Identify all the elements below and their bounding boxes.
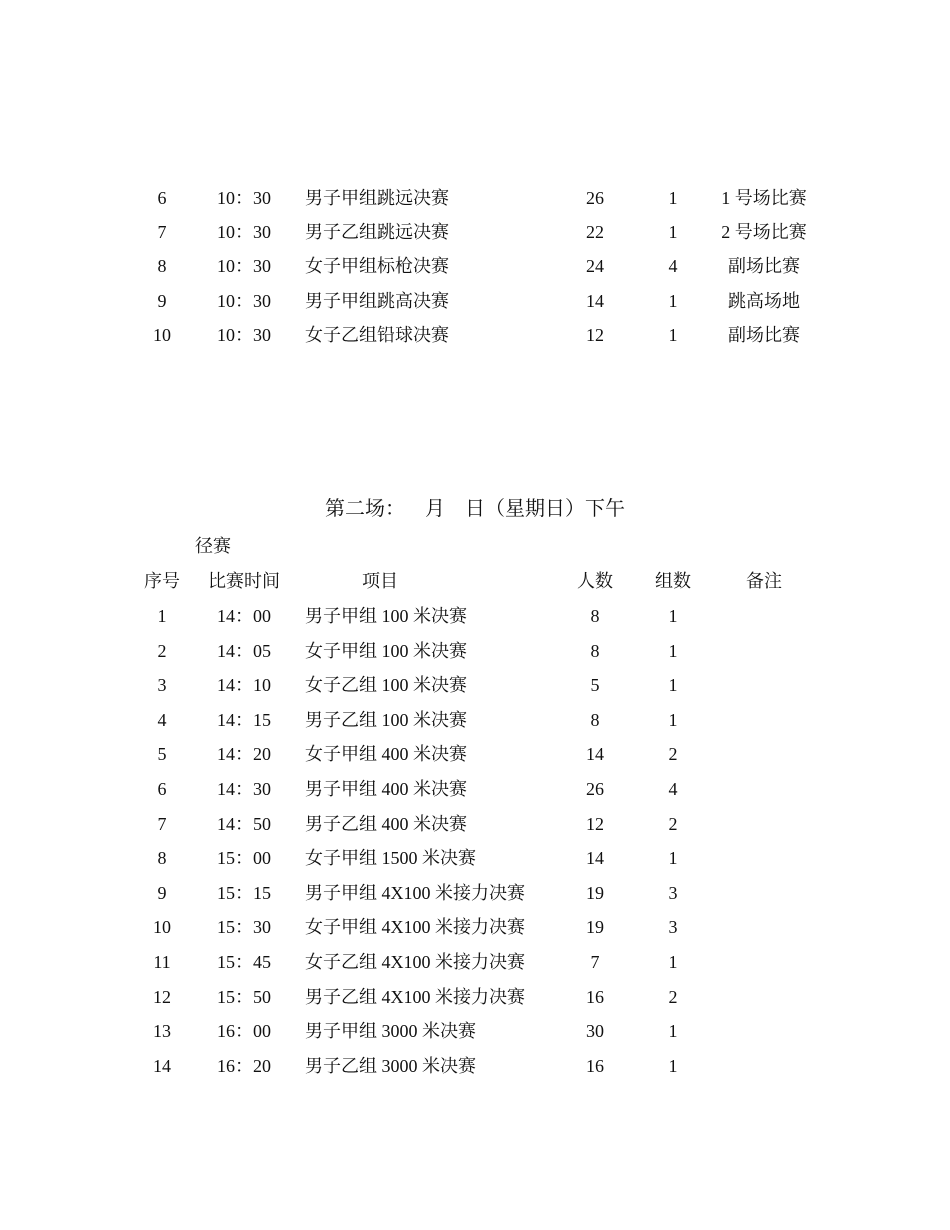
cell-note: 跳高场地	[728, 290, 800, 311]
cell-note	[714, 880, 814, 906]
cell-time: 14：30	[217, 779, 271, 799]
cell-note: 副场比赛	[728, 256, 800, 277]
cell-time: 14：05	[217, 640, 271, 661]
cell-groups: 4	[668, 256, 678, 277]
cell-no: 6	[157, 779, 167, 799]
cell-no: 9	[157, 290, 167, 311]
cell-time: 10：30	[217, 222, 271, 243]
cell-note	[714, 603, 814, 629]
table-row	[0, 984, 950, 1010]
cell-count: 22	[586, 222, 604, 243]
cell-count: 19	[586, 882, 604, 903]
cell-count: 12	[586, 813, 604, 834]
category-label: 径赛	[195, 536, 231, 556]
cell-time: 15：45	[217, 952, 271, 972]
cell-event: 女子甲组 400 米决赛	[305, 744, 467, 765]
cell-groups: 1	[668, 290, 678, 311]
table-row	[0, 603, 950, 629]
session-title: 第二场： 月 日（星期日）下午	[325, 498, 625, 520]
cell-note	[714, 1053, 814, 1079]
cell-no: 7	[157, 813, 167, 834]
cell-no: 8	[157, 256, 167, 277]
cell-count: 26	[586, 188, 604, 208]
cell-event: 男子甲组 4X100 米接力决赛	[305, 882, 525, 903]
cell-note	[714, 741, 814, 767]
cell-time: 10：30	[217, 256, 271, 277]
cell-count: 8	[590, 709, 600, 730]
cell-groups: 1	[668, 606, 678, 626]
cell-count: 16	[586, 1055, 604, 1076]
cell-groups: 3	[668, 882, 678, 903]
table-row	[0, 880, 950, 906]
cell-no: 8	[157, 848, 167, 869]
table-row	[0, 1053, 950, 1079]
cell-time: 10：30	[217, 188, 271, 208]
cell-no: 3	[157, 675, 167, 696]
cell-no: 2	[157, 640, 167, 661]
table-row	[0, 949, 950, 975]
table-row	[0, 185, 950, 211]
cell-note	[714, 984, 814, 1010]
cell-no: 10	[153, 324, 171, 345]
cell-count: 14	[586, 744, 604, 765]
cell-groups: 4	[668, 779, 678, 799]
cell-groups: 1	[668, 1021, 678, 1042]
cell-groups: 1	[668, 188, 678, 208]
cell-count: 30	[586, 1021, 604, 1042]
cell-time: 14：20	[217, 744, 271, 765]
cell-time: 10：30	[217, 290, 271, 311]
cell-time: 10：30	[217, 324, 271, 345]
cell-groups: 1	[668, 1055, 678, 1076]
cell-event: 女子甲组 4X100 米接力决赛	[305, 917, 525, 938]
header-event: 项目	[362, 571, 398, 591]
cell-event: 女子甲组 100 米决赛	[305, 640, 467, 661]
cell-no: 1	[157, 606, 167, 626]
cell-groups: 1	[668, 640, 678, 661]
cell-note: 1 号场比赛	[721, 188, 807, 208]
cell-event: 男子甲组 3000 米决赛	[305, 1021, 476, 1042]
cell-no: 6	[157, 188, 167, 208]
cell-event: 男子乙组跳远决赛	[305, 222, 449, 243]
cell-count: 8	[590, 606, 600, 626]
cell-event: 男子甲组跳高决赛	[305, 290, 449, 311]
cell-groups: 3	[668, 917, 678, 938]
cell-groups: 1	[668, 675, 678, 696]
cell-no: 14	[153, 1055, 171, 1076]
table-row	[0, 845, 950, 871]
cell-event: 男子甲组 100 米决赛	[305, 606, 467, 626]
header-note: 备注	[746, 571, 782, 591]
cell-time: 16：20	[217, 1055, 271, 1076]
table-row	[0, 776, 950, 802]
cell-note	[714, 707, 814, 733]
cell-note	[714, 949, 814, 975]
cell-event: 男子甲组跳远决赛	[305, 188, 449, 208]
cell-time: 14：50	[217, 813, 271, 834]
cell-no: 11	[153, 952, 171, 972]
cell-event: 男子乙组 3000 米决赛	[305, 1055, 476, 1076]
cell-event: 女子甲组 1500 米决赛	[305, 848, 476, 869]
table-row	[0, 253, 950, 279]
cell-event: 男子乙组 4X100 米接力决赛	[305, 986, 525, 1007]
cell-count: 7	[590, 952, 600, 972]
header-groups: 组数	[655, 571, 691, 591]
cell-time: 14：15	[217, 709, 271, 730]
header-count: 人数	[577, 571, 613, 591]
cell-count: 14	[586, 290, 604, 311]
cell-time: 14：00	[217, 606, 271, 626]
cell-no: 5	[157, 744, 167, 765]
table-row	[0, 707, 950, 733]
cell-count: 12	[586, 324, 604, 345]
table-row	[0, 741, 950, 767]
cell-event: 男子乙组 100 米决赛	[305, 709, 467, 730]
table-row	[0, 219, 950, 245]
cell-note	[714, 914, 814, 940]
cell-groups: 1	[668, 848, 678, 869]
cell-no: 13	[153, 1021, 171, 1042]
cell-note	[714, 1018, 814, 1044]
cell-event: 男子乙组 400 米决赛	[305, 813, 467, 834]
cell-note	[714, 811, 814, 837]
cell-count: 26	[586, 779, 604, 799]
cell-time: 15：15	[217, 882, 271, 903]
cell-event: 女子乙组 4X100 米接力决赛	[305, 952, 525, 972]
table-row	[0, 672, 950, 698]
cell-groups: 1	[668, 222, 678, 243]
cell-groups: 1	[668, 709, 678, 730]
table-row	[0, 288, 950, 314]
cell-note	[714, 845, 814, 871]
cell-no: 7	[157, 222, 167, 243]
cell-time: 15：50	[217, 986, 271, 1007]
cell-note	[714, 638, 814, 664]
cell-count: 24	[586, 256, 604, 277]
cell-groups: 2	[668, 744, 678, 765]
cell-event: 男子甲组 400 米决赛	[305, 779, 467, 799]
cell-note	[714, 672, 814, 698]
cell-time: 16：00	[217, 1021, 271, 1042]
table-row	[0, 322, 950, 348]
cell-event: 女子乙组铅球决赛	[305, 324, 449, 345]
cell-no: 12	[153, 986, 171, 1007]
cell-count: 14	[586, 848, 604, 869]
table-header-row	[0, 568, 950, 594]
header-no: 序号	[144, 571, 180, 591]
cell-time: 15：00	[217, 848, 271, 869]
cell-count: 16	[586, 986, 604, 1007]
table-row	[0, 638, 950, 664]
cell-groups: 2	[668, 986, 678, 1007]
cell-event: 女子甲组标枪决赛	[305, 256, 449, 277]
cell-groups: 2	[668, 813, 678, 834]
cell-no: 10	[153, 917, 171, 938]
cell-groups: 1	[668, 324, 678, 345]
table-row	[0, 914, 950, 940]
cell-note: 副场比赛	[728, 324, 800, 345]
cell-event: 女子乙组 100 米决赛	[305, 675, 467, 696]
header-time: 比赛时间	[208, 571, 280, 591]
table-row	[0, 1018, 950, 1044]
cell-note: 2 号场比赛	[721, 222, 807, 243]
cell-count: 8	[590, 640, 600, 661]
cell-no: 4	[157, 709, 167, 730]
cell-note	[714, 776, 814, 802]
cell-no: 9	[157, 882, 167, 903]
cell-count: 19	[586, 917, 604, 938]
cell-groups: 1	[668, 952, 678, 972]
cell-count: 5	[590, 675, 600, 696]
table-row	[0, 811, 950, 837]
cell-time: 15：30	[217, 917, 271, 938]
cell-time: 14：10	[217, 675, 271, 696]
